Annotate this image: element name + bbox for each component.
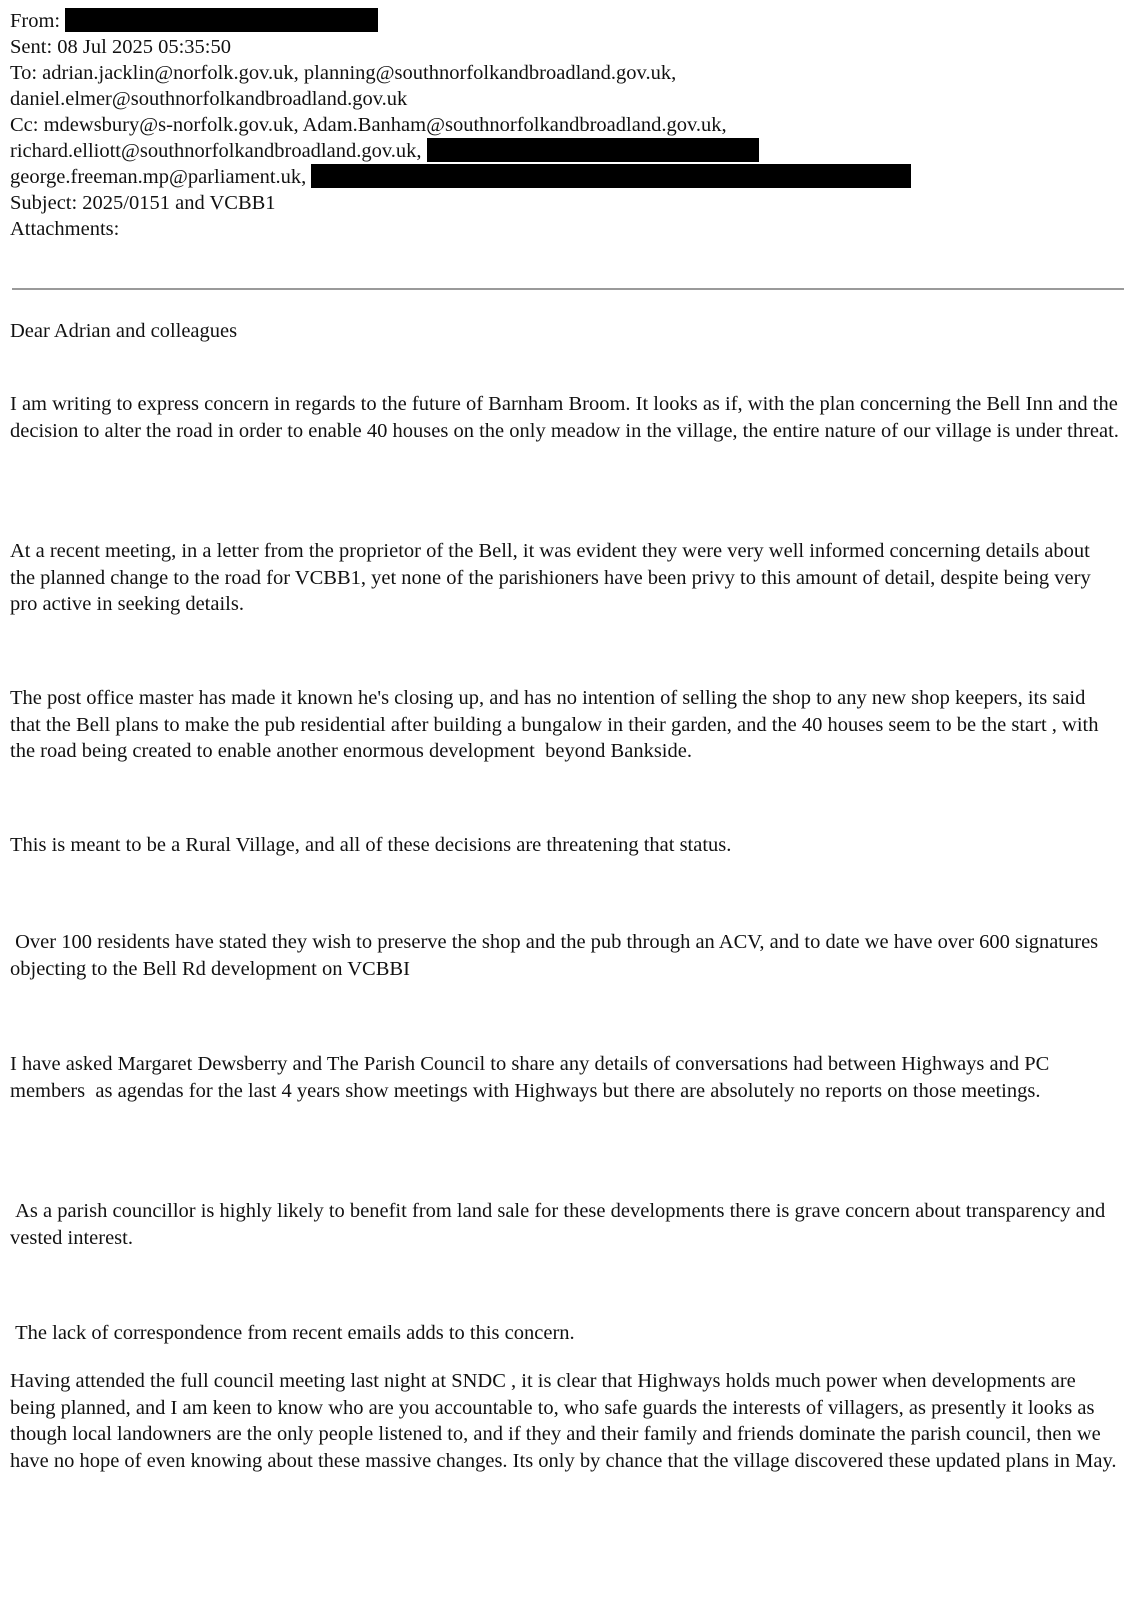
- cc-line-1: Cc: mdewsbury@s-norfolk.gov.uk, Adam.Banham@southnorfolkandbroadland.gov.uk,: [10, 114, 727, 136]
- to-line-1: To: adrian.jacklin@norfolk.gov.uk, planning@southnorfolkandbroadland.gov.uk,: [10, 62, 677, 84]
- from-line: [10, 8, 1120, 34]
- header-divider: [12, 288, 1124, 290]
- subject-line: Subject: 2025/0151 and VCBB1: [10, 192, 276, 214]
- redacted-recipient: [427, 138, 759, 162]
- paragraph-8: The lack of correspondence from recent emails adds to this concern.: [10, 1322, 575, 1344]
- cc-line-2: [10, 138, 1120, 164]
- redacted-recipient: [311, 164, 911, 188]
- sent-line: Sent: 08 Jul 2025 05:35:50: [10, 36, 231, 58]
- paragraph-3: The post office master has made it known he's closing up, and has no intention of selling the shop to any new shop keepers, its said that the Bell plans to make the pub residential after building a bungalow in their garden, and the 40 houses seem to be the start , with the road being created to enable another enormous development beyond Bankside.: [10, 687, 1104, 762]
- paragraph-2: At a recent meeting, in a letter from the proprietor of the Bell, it was evident they were very well informed concerning details about the planned change to the road for VCBB1, yet none of the parishioners have been privy to this amount of detail, despite being very pro active in seeking details.: [10, 540, 1096, 615]
- cc-line-3-text: george.freeman.mp@parliament.uk,: [10, 166, 307, 188]
- paragraph-6: I have asked Margaret Dewsberry and The Parish Council to share any details of conversations had between Highways and PC members as agendas for the last 4 years show meetings with Highways but there are absolutely no reports on those meetings.: [10, 1053, 1055, 1102]
- paragraph-7: As a parish councillor is highly likely to benefit from land sale for these developments there is grave concern about transparency and vested interest.: [10, 1200, 1111, 1249]
- paragraph-9: Having attended the full council meeting last night at SNDC , it is clear that Highways holds much power when developments are being planned, and I am keen to know who are you accountable to, who safe guards the interests of villagers, as presently it looks as though local landowners are the only people listened to, and if they and their family and friends dominate the parish council, then we have no hope of even knowing about these massive changes. Its only by chance that the village discovered these updated plans in May.: [10, 1370, 1117, 1472]
- attachments-line: Attachments:: [10, 218, 120, 240]
- paragraph-5: Over 100 residents have stated they wish to preserve the shop and the pub through an ACV, and to date we have over 600 signatures objecting to the Bell Rd development on VCBBI: [10, 931, 1104, 980]
- cc-line-2-text: richard.elliott@southnorfolkandbroadland.gov.uk,: [10, 140, 422, 162]
- paragraph-4: This is meant to be a Rural Village, and all of these decisions are threatening that status.: [10, 834, 732, 856]
- paragraph-1: I am writing to express concern in regards to the future of Barnham Broom. It looks as if, with the plan concerning the Bell Inn and the decision to alter the road in order to enable 40 houses on the only meadow in the village, the entire nature of our village is under threat.: [10, 393, 1123, 442]
- redacted-sender: [65, 8, 378, 32]
- from-label: From:: [10, 10, 61, 32]
- greeting: Dear Adrian and colleagues: [10, 320, 238, 342]
- email-header: [10, 8, 1120, 242]
- to-line-2: daniel.elmer@southnorfolkandbroadland.gov.uk: [10, 88, 408, 110]
- cc-line-3: [10, 164, 1120, 190]
